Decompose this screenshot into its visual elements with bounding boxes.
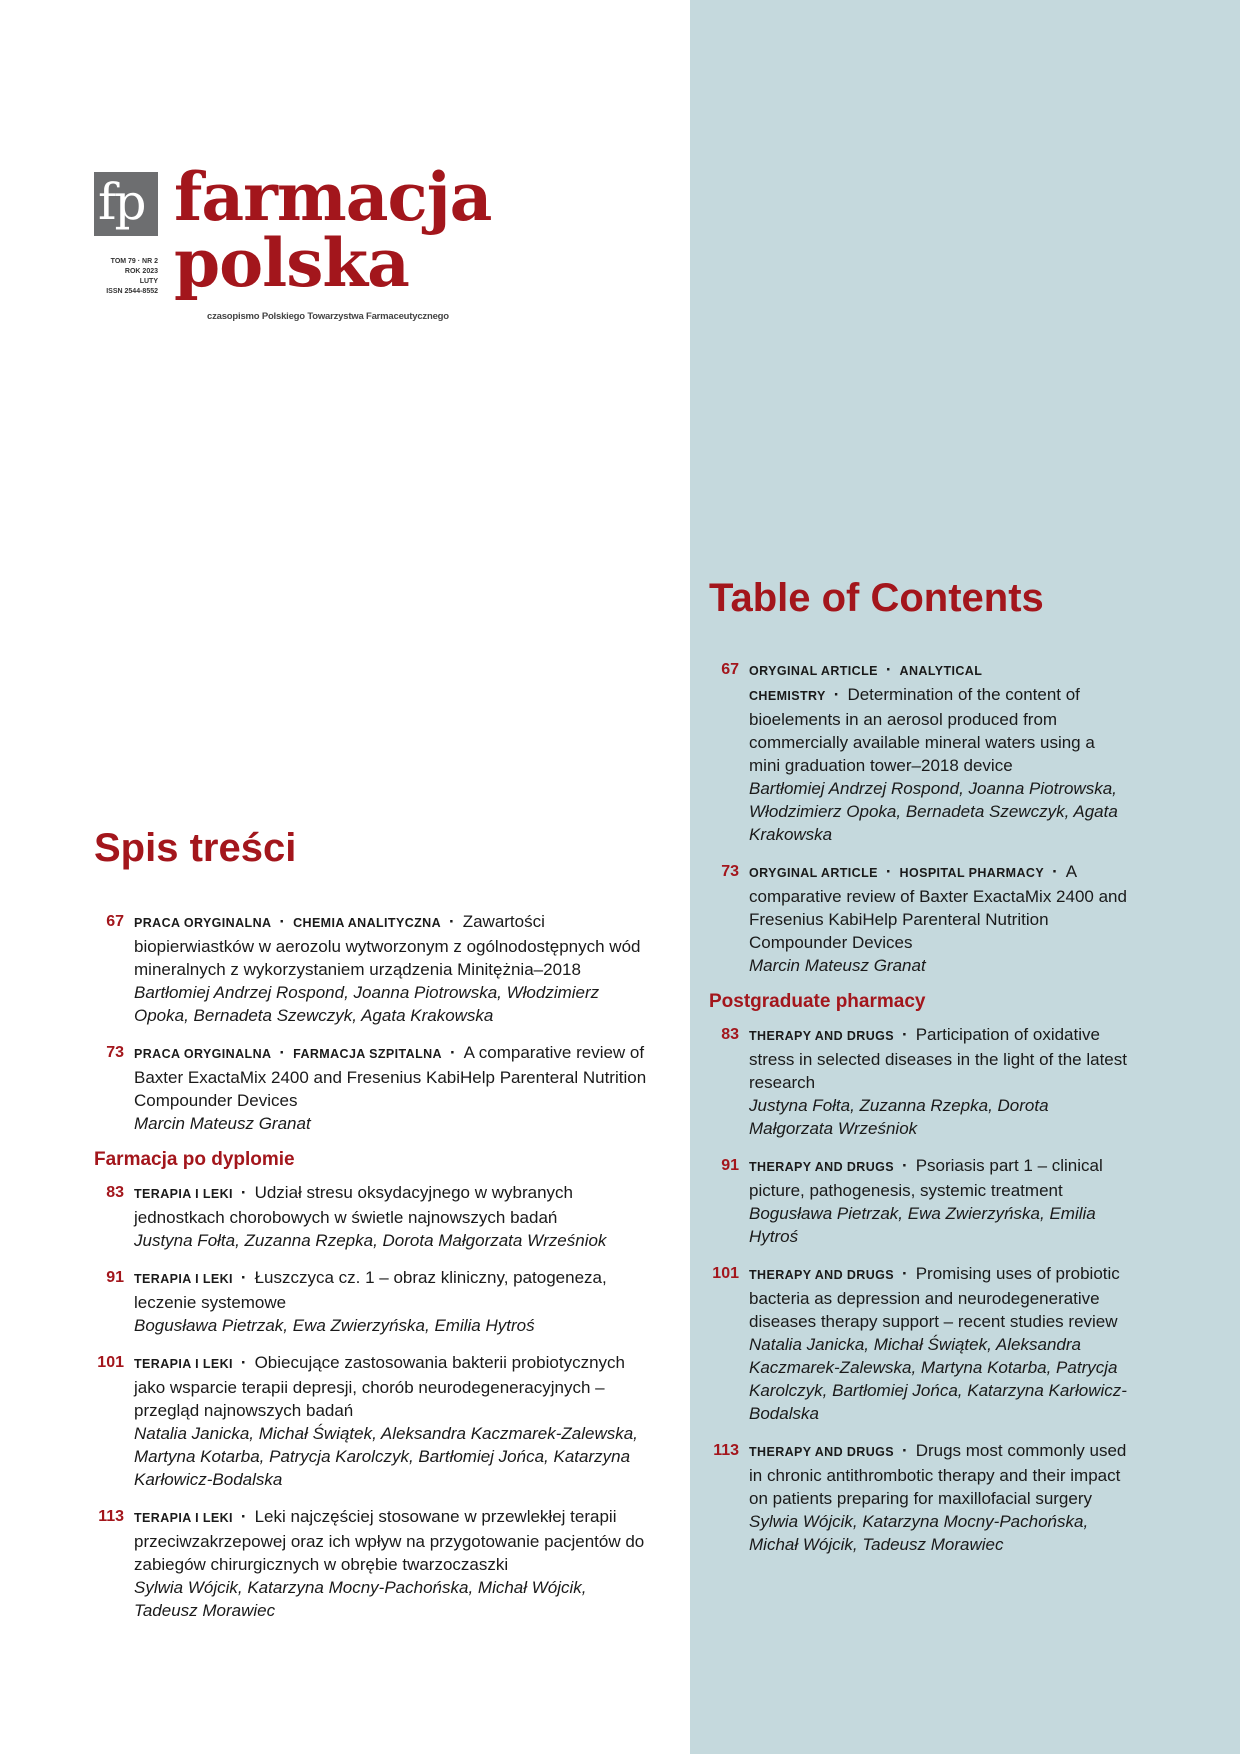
- category-label: TERAPIA I LEKI: [134, 1357, 233, 1371]
- subcategory-label: HOSPITAL PHARMACY: [899, 866, 1045, 880]
- article-authors: Justyna Fołta, Zuzanna Rzepka, Dorota Małgorzata Wrześniok: [134, 1231, 607, 1250]
- en-toc-heading: Table of Contents: [709, 576, 1044, 620]
- separator-dot: ·: [902, 1264, 908, 1283]
- entry-text: [749, 1262, 1129, 1425]
- toc-entry[interactable]: [94, 1041, 654, 1135]
- article-title: Drugs most commonly used in chronic antithrombotic therapy and their impact on patients preparing for maxillofacial surgery: [749, 1441, 1127, 1508]
- article-title: A comparative review of Baxter ExactaMix 2400 and Fresenius KabiHelp Parenteral Nutrition Compounder Devices: [749, 862, 1127, 952]
- article-title: Leki najczęściej stosowane w przewlekłej terapii przeciwzakrzepowej oraz ich wpływ na przygotowanie pacjentów do zabiegów chirurgicznych w obrębie twarzoczaszki: [134, 1507, 645, 1574]
- toc-entry[interactable]: [94, 1266, 654, 1337]
- toc-entry[interactable]: [709, 1439, 1129, 1556]
- separator-dot: ·: [240, 1507, 247, 1526]
- separator-dot: ·: [885, 660, 892, 679]
- category-label: THERAPY AND DRUGS: [749, 1445, 895, 1459]
- article-title: Participation of oxidative stress in selected diseases in the light of the latest research: [749, 1025, 1127, 1092]
- entry-text: [134, 1351, 654, 1491]
- page-number: 113: [713, 1442, 739, 1459]
- article-title: Obiecujące zastosowania bakterii probiotycznych jako wsparcie terapii depresji, chorób neurodegeneracyjnych – przegląd najnowszych badań: [134, 1353, 625, 1420]
- page-number: 101: [97, 1354, 124, 1371]
- page-number: 73: [106, 1044, 124, 1061]
- entry-text: [134, 910, 654, 1027]
- category-label: PRACA ORYGINALNA: [134, 916, 272, 930]
- article-authors: Justyna Fołta, Zuzanna Rzepka, Dorota Małgorzata Wrześniok: [749, 1096, 1049, 1138]
- pl-toc: [94, 910, 654, 1636]
- article-authors: Marcin Mateusz Granat: [134, 1114, 311, 1133]
- category-label: TERAPIA I LEKI: [134, 1187, 233, 1201]
- article-title: Zawartości biopierwiastków w aerozolu wytworzonym z ogólnodostępnych wód mineralnych z wykorzystaniem urządzenia Minitężnia–2018: [134, 912, 641, 979]
- subcategory-label: FARMACJA SZPITALNA: [293, 1047, 442, 1061]
- entry-text: [134, 1041, 654, 1135]
- toc-entry[interactable]: [709, 1023, 1129, 1140]
- category-label: THERAPY AND DRUGS: [749, 1029, 895, 1043]
- journal-subtitle: czasopismo Polskiego Towarzystwa Farmaceutycznego: [207, 311, 449, 322]
- article-title: Łuszczyca cz. 1 – obraz kliniczny, patogeneza, leczenie systemowe: [134, 1268, 607, 1312]
- article-authors: Sylwia Wójcik, Katarzyna Mocny-Pachońska, Michał Wójcik, Tadeusz Morawiec: [749, 1512, 1089, 1554]
- separator-dot: ·: [240, 1183, 247, 1202]
- toc-entry[interactable]: [709, 658, 1129, 846]
- page-number: 91: [106, 1269, 124, 1286]
- article-authors: Marcin Mateusz Granat: [749, 956, 926, 975]
- page-number: 67: [106, 913, 124, 930]
- section-heading: Postgraduate pharmacy: [709, 991, 926, 1012]
- issue-info: [94, 257, 158, 297]
- entry-text: [749, 860, 1129, 977]
- masthead: [94, 158, 494, 332]
- logo-text: fp: [98, 173, 145, 231]
- separator-dot: ·: [279, 912, 286, 931]
- separator-dot: ·: [902, 1156, 908, 1175]
- category-label: ORYGINAL ARTICLE: [749, 866, 878, 880]
- entry-text: [134, 1266, 654, 1337]
- separator-dot: ·: [902, 1025, 908, 1044]
- page-number: 83: [106, 1184, 124, 1201]
- article-authors: Natalia Janicka, Michał Świątek, Aleksandra Kaczmarek-Zalewska, Martyna Kotarba, Patrycja Karolczyk, Bartłomiej Jońca, Katarzyna Karłowicz-Bodalska: [749, 1335, 1127, 1423]
- separator-dot: ·: [240, 1268, 247, 1287]
- separator-dot: ·: [449, 912, 455, 931]
- entry-text: [749, 1023, 1129, 1140]
- page-number: 101: [712, 1265, 739, 1282]
- separator-dot: ·: [885, 862, 892, 881]
- category-label: TERAPIA I LEKI: [134, 1272, 233, 1286]
- issue-volume: TOM 79 · NR 2: [110, 258, 158, 265]
- issue-year: ROK 2023: [124, 268, 158, 275]
- separator-dot: ·: [902, 1441, 908, 1460]
- article-authors: Natalia Janicka, Michał Świątek, Aleksandra Kaczmarek-Zalewska, Martyna Kotarba, Patrycja Karolczyk, Bartłomiej Jońca, Katarzyna Karłowicz-Bodalska: [134, 1424, 638, 1489]
- article-authors: Bogusława Pietrzak, Ewa Zwierzyńska, Emilia Hytroś: [134, 1316, 535, 1335]
- article-title: Udział stresu oksydacyjnego w wybranych jednostkach chorobowych w świetle najnowszych badań: [134, 1183, 573, 1227]
- entry-text: [134, 1181, 654, 1252]
- category-label: PRACA ORYGINALNA: [134, 1047, 272, 1061]
- subcategory-label: CHEMIA ANALITYCZNA: [293, 916, 442, 930]
- article-title: Promising uses of probiotic bacteria as depression and neurodegenerative diseases therapy support – recent studies review: [749, 1264, 1120, 1331]
- category-label: THERAPY AND DRUGS: [749, 1268, 895, 1282]
- en-toc: [709, 658, 1129, 1570]
- article-authors: Bartłomiej Andrzej Rospond, Joanna Piotrowska, Włodzimierz Opoka, Bernadeta Szewczyk, Agata Krakowska: [134, 983, 600, 1025]
- toc-entry[interactable]: [94, 1505, 654, 1622]
- journal-title: [174, 158, 492, 302]
- article-title: Determination of the content of bioelements in an aerosol produced from commercially available mineral waters using a mini graduation tower–2018 device: [749, 685, 1095, 775]
- separator-dot: ·: [833, 685, 840, 704]
- page-number: 113: [98, 1508, 124, 1525]
- separator-dot: ·: [449, 1043, 456, 1062]
- entry-text: [749, 658, 1129, 846]
- category-label: ORYGINAL ARTICLE: [749, 664, 878, 678]
- toc-entry[interactable]: [94, 910, 654, 1027]
- issue-issn: ISSN 2544-8552: [106, 288, 158, 295]
- article-title: Psoriasis part 1 – clinical picture, pathogenesis, systemic treatment: [749, 1156, 1103, 1200]
- journal-title-line2: polska: [174, 224, 409, 302]
- toc-entry[interactable]: [94, 1351, 654, 1491]
- subcategory-label: ANALYTICAL CHEMISTRY: [749, 664, 983, 703]
- toc-entry[interactable]: [709, 1262, 1129, 1425]
- journal-title-line1: farmacja: [174, 158, 492, 236]
- category-label: TERAPIA I LEKI: [134, 1511, 233, 1525]
- toc-entry[interactable]: [709, 860, 1129, 977]
- category-label: THERAPY AND DRUGS: [749, 1160, 895, 1174]
- article-title: A comparative review of Baxter ExactaMix 2400 and Fresenius KabiHelp Parenteral Nutrition Compounder Devices: [134, 1043, 647, 1110]
- article-authors: Sylwia Wójcik, Katarzyna Mocny-Pachońska, Michał Wójcik, Tadeusz Morawiec: [134, 1578, 587, 1620]
- toc-entry[interactable]: [94, 1181, 654, 1252]
- page-number: 67: [721, 661, 739, 678]
- entry-text: [749, 1154, 1129, 1248]
- separator-dot: ·: [279, 1043, 286, 1062]
- entry-text: [749, 1439, 1129, 1556]
- separator-dot: ·: [1052, 862, 1058, 881]
- toc-entry[interactable]: [709, 1154, 1129, 1248]
- issue-month: LUTY: [139, 278, 158, 285]
- entry-text: [134, 1505, 654, 1622]
- section-heading: Farmacja po dyplomie: [94, 1149, 295, 1170]
- page-number: 83: [721, 1026, 739, 1043]
- page-number: 73: [721, 863, 739, 880]
- article-authors: Bogusława Pietrzak, Ewa Zwierzyńska, Emilia Hytroś: [749, 1204, 1096, 1246]
- page-number: 91: [721, 1157, 739, 1174]
- separator-dot: ·: [240, 1353, 247, 1372]
- pl-toc-heading: Spis treści: [94, 826, 297, 870]
- article-authors: Bartłomiej Andrzej Rospond, Joanna Piotrowska, Włodzimierz Opoka, Bernadeta Szewczyk, Agata Krakowska: [749, 779, 1118, 844]
- fp-logo: [94, 172, 158, 236]
